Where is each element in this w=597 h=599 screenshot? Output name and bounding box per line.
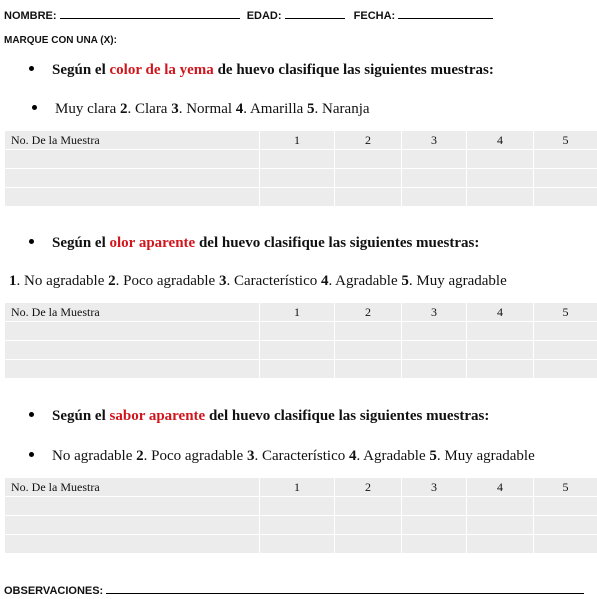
question-1-highlight: color de la yema bbox=[109, 62, 214, 78]
rating-cell[interactable] bbox=[335, 188, 402, 207]
rating-cell[interactable] bbox=[402, 150, 467, 169]
name-label: NOMBRE: bbox=[4, 10, 57, 22]
question-1 bbox=[29, 62, 494, 79]
rating-cell[interactable] bbox=[534, 497, 597, 516]
question-3-pre: Según el bbox=[52, 408, 110, 424]
sample-header: No. De la Muestra bbox=[5, 303, 260, 322]
rating-cell[interactable] bbox=[534, 150, 597, 169]
bullet-icon bbox=[32, 105, 37, 110]
rating-cell[interactable] bbox=[260, 535, 335, 554]
table-header-row bbox=[5, 131, 597, 150]
rating-cell[interactable] bbox=[402, 535, 467, 554]
rating-cell[interactable] bbox=[402, 497, 467, 516]
question-1-pre: Según el bbox=[52, 62, 110, 78]
table-header-row bbox=[5, 478, 597, 497]
bullet-icon bbox=[29, 452, 34, 457]
bullet-icon bbox=[29, 412, 34, 417]
rating-cell[interactable] bbox=[467, 341, 534, 360]
score-header: 2 bbox=[335, 131, 402, 150]
bullet-icon bbox=[29, 66, 34, 71]
rating-cell[interactable] bbox=[335, 169, 402, 188]
rating-cell[interactable] bbox=[260, 188, 335, 207]
rating-table-2 bbox=[4, 302, 597, 379]
rating-cell[interactable] bbox=[402, 169, 467, 188]
question-2-pre: Según el bbox=[52, 235, 110, 251]
rating-cell[interactable] bbox=[534, 535, 597, 554]
table-row bbox=[5, 188, 597, 207]
rating-cell[interactable] bbox=[467, 169, 534, 188]
table-row bbox=[5, 169, 597, 188]
rating-cell[interactable] bbox=[260, 150, 335, 169]
sample-cell[interactable] bbox=[5, 169, 260, 188]
observations bbox=[4, 582, 584, 597]
observations-field[interactable] bbox=[106, 582, 584, 594]
question-1-post: de huevo clasifique las siguientes muestras: bbox=[213, 62, 494, 78]
rating-cell[interactable] bbox=[534, 516, 597, 535]
score-header: 5 bbox=[534, 478, 597, 497]
table-header-row bbox=[5, 303, 597, 322]
table-row bbox=[5, 360, 597, 379]
score-header: 5 bbox=[534, 303, 597, 322]
sample-header: No. De la Muestra bbox=[5, 131, 260, 150]
rating-cell[interactable] bbox=[467, 188, 534, 207]
rating-cell[interactable] bbox=[335, 360, 402, 379]
score-header: 1 bbox=[260, 478, 335, 497]
rating-cell[interactable] bbox=[467, 360, 534, 379]
sample-cell[interactable] bbox=[5, 322, 260, 341]
score-header: 2 bbox=[335, 303, 402, 322]
question-2-highlight: olor aparente bbox=[109, 235, 196, 251]
question-3-post: del huevo clasifique las siguientes muestras: bbox=[205, 408, 490, 424]
sample-header: No. De la Muestra bbox=[5, 478, 260, 497]
rating-table-3 bbox=[4, 477, 597, 554]
rating-cell[interactable] bbox=[335, 341, 402, 360]
score-header: 4 bbox=[467, 303, 534, 322]
table-row bbox=[5, 535, 597, 554]
rating-cell[interactable] bbox=[402, 188, 467, 207]
question-2-post: del huevo clasifique las siguientes muestras: bbox=[195, 235, 480, 251]
header-fields bbox=[4, 7, 493, 22]
rating-cell[interactable] bbox=[260, 169, 335, 188]
table-row bbox=[5, 341, 597, 360]
rating-cell[interactable] bbox=[402, 341, 467, 360]
rating-cell[interactable] bbox=[335, 322, 402, 341]
score-header: 5 bbox=[534, 131, 597, 150]
rating-cell[interactable] bbox=[335, 516, 402, 535]
rating-cell[interactable] bbox=[534, 169, 597, 188]
score-header: 4 bbox=[467, 131, 534, 150]
rating-cell[interactable] bbox=[467, 497, 534, 516]
name-field[interactable] bbox=[60, 7, 240, 19]
score-header: 3 bbox=[402, 303, 467, 322]
score-header: 1 bbox=[260, 131, 335, 150]
score-header: 3 bbox=[402, 478, 467, 497]
rating-cell[interactable] bbox=[260, 322, 335, 341]
bullet-icon bbox=[29, 239, 34, 244]
rating-cell[interactable] bbox=[335, 497, 402, 516]
sample-cell[interactable] bbox=[5, 535, 260, 554]
sample-cell[interactable] bbox=[5, 188, 260, 207]
table-row bbox=[5, 516, 597, 535]
rating-cell[interactable] bbox=[534, 341, 597, 360]
instruction-text: MARQUE CON UNA (X): bbox=[4, 35, 117, 46]
rating-cell[interactable] bbox=[534, 360, 597, 379]
sample-cell[interactable] bbox=[5, 150, 260, 169]
rating-cell[interactable] bbox=[402, 322, 467, 341]
rating-cell[interactable] bbox=[260, 497, 335, 516]
scale-3: No agradable 2. Poco agradable 3. Característico 4. Agradable 5. Muy agradable bbox=[29, 448, 535, 465]
score-header: 3 bbox=[402, 131, 467, 150]
sample-cell[interactable] bbox=[5, 516, 260, 535]
rating-cell[interactable] bbox=[335, 150, 402, 169]
rating-cell[interactable] bbox=[260, 360, 335, 379]
sample-cell[interactable] bbox=[5, 341, 260, 360]
score-header: 2 bbox=[335, 478, 402, 497]
question-3 bbox=[29, 408, 489, 425]
rating-cell[interactable] bbox=[467, 535, 534, 554]
sample-cell[interactable] bbox=[5, 360, 260, 379]
score-header: 4 bbox=[467, 478, 534, 497]
rating-cell[interactable] bbox=[402, 516, 467, 535]
table-row bbox=[5, 322, 597, 341]
rating-cell[interactable] bbox=[534, 322, 597, 341]
rating-cell[interactable] bbox=[467, 322, 534, 341]
sample-cell[interactable] bbox=[5, 497, 260, 516]
age-field[interactable] bbox=[285, 7, 345, 19]
rating-cell[interactable] bbox=[260, 516, 335, 535]
rating-cell[interactable] bbox=[467, 516, 534, 535]
table-row bbox=[5, 497, 597, 516]
age-label: EDAD: bbox=[246, 10, 282, 22]
table-row bbox=[5, 150, 597, 169]
scale-2: 1. No agradable 2. Poco agradable 3. Característico 4. Agradable 5. Muy agradable bbox=[9, 273, 507, 289]
rating-cell[interactable] bbox=[467, 150, 534, 169]
question-2 bbox=[29, 235, 479, 252]
score-header: 1 bbox=[260, 303, 335, 322]
date-field[interactable] bbox=[398, 7, 493, 19]
rating-cell[interactable] bbox=[534, 188, 597, 207]
rating-cell[interactable] bbox=[402, 360, 467, 379]
scale-1: Muy clara 2. Clara 3. Normal 4. Amarilla 5. Naranja bbox=[32, 101, 370, 118]
rating-cell[interactable] bbox=[260, 341, 335, 360]
date-label: FECHA: bbox=[353, 10, 396, 22]
question-3-highlight: sabor aparente bbox=[109, 408, 206, 424]
rating-table-1 bbox=[4, 130, 597, 207]
observations-label: OBSERVACIONES: bbox=[4, 585, 104, 597]
rating-cell[interactable] bbox=[335, 535, 402, 554]
